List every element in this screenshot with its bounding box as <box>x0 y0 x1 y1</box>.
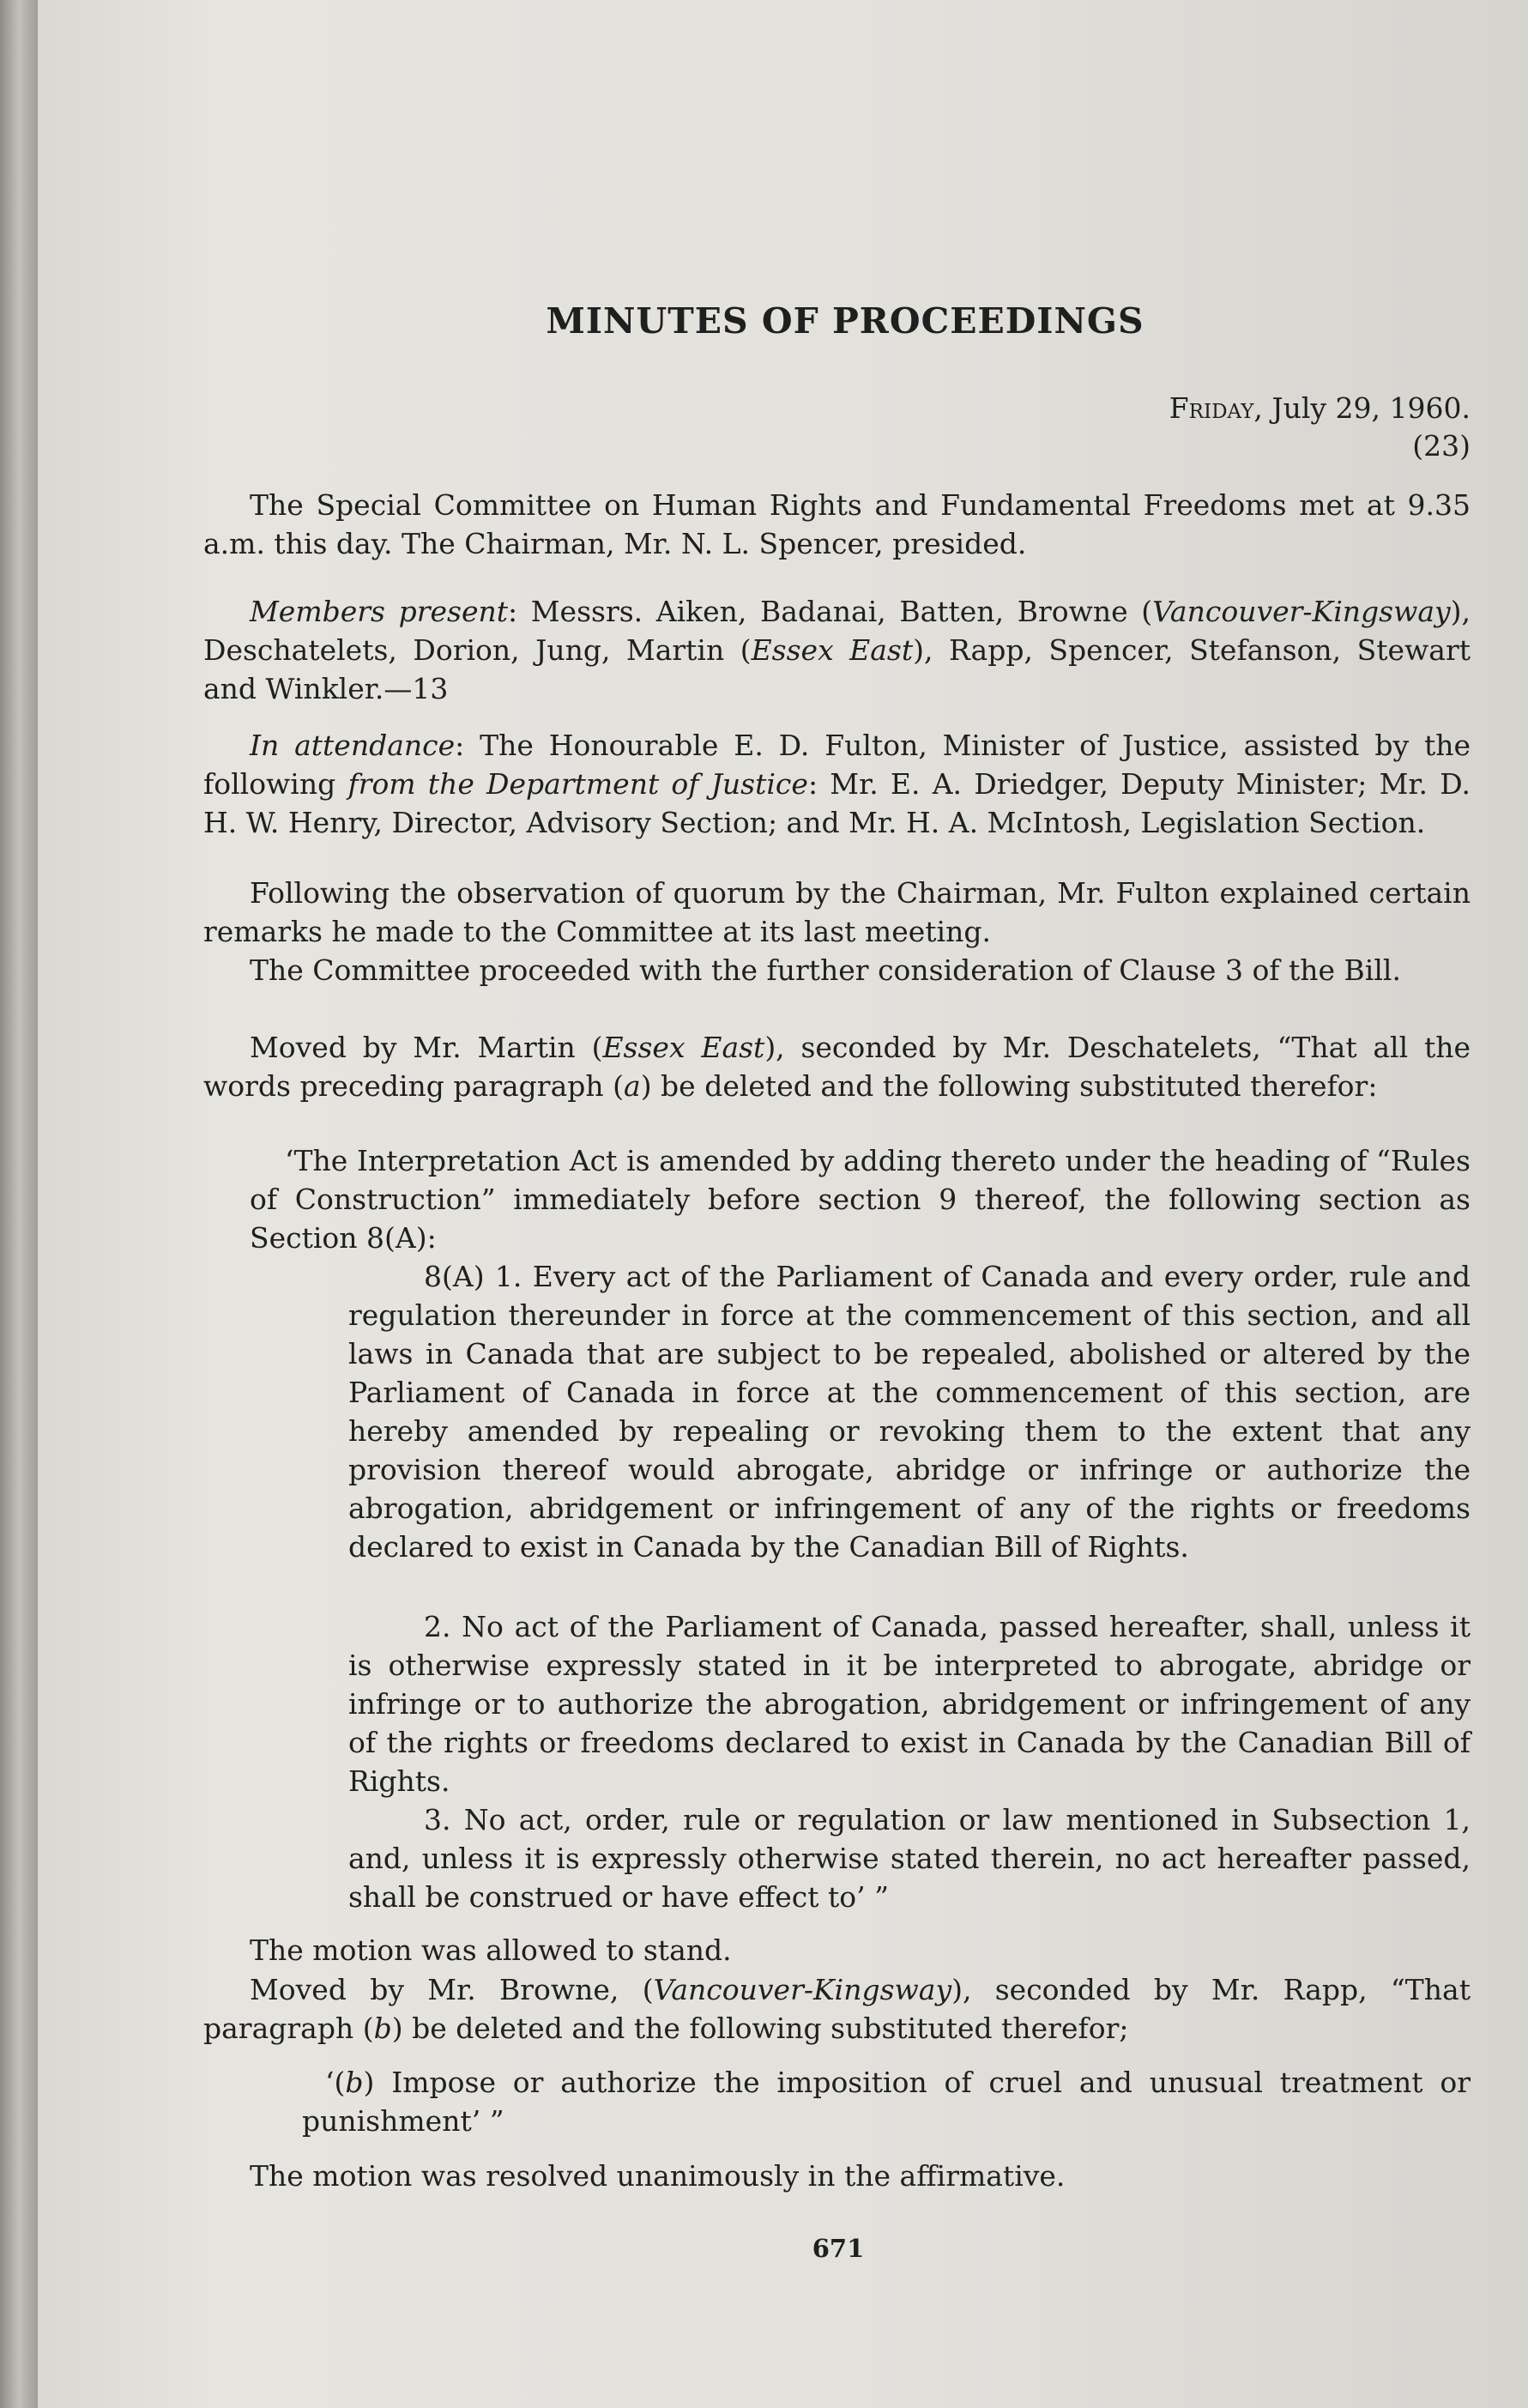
attendance-text: : The Honourable E. D. Fulton, Minister of Justice, assisted by the following <box>203 729 1471 801</box>
proceeded-paragraph: The Committee proceeded with the further consideration of Clause 3 of the Bill. <box>250 953 1401 987</box>
quote-b-letter: b <box>345 2066 364 2099</box>
quote-intro: ‘The Interpretation Act is amended by adding thereto under the heading of “Rules of Construction” immediately before section 9 thereof, the following section as Section 8(A): <box>250 1144 1471 1255</box>
members-text-3: ), Rapp, Spencer, Stefanson, Stewart and Winkler.—13 <box>203 633 1471 705</box>
attendance-text-2: : Mr. E. A. Driedger, Deputy Minister; Mr. D. H. W. Henry, Director, Advisory Section; and Mr. H. A. McIntosh, Legislation Section. <box>203 767 1471 839</box>
motion-1-text-c: ) be deleted and the following substituted therefor: <box>640 1069 1378 1103</box>
quote-b-text: ) Impose or authorize the imposition of cruel and unusual treatment or punishment’ ” <box>302 2066 1471 2138</box>
page-title: MINUTES OF PROCEEDINGS <box>546 300 1144 342</box>
attendance-paragraph <box>203 726 1471 842</box>
opening-paragraph: The Special Committee on Human Rights and Fundamental Freedoms met at 9.35 a.m. this day. The Chairman, Mr. N. L. Spencer, presided. <box>203 488 1471 560</box>
members-present-paragraph <box>203 592 1471 708</box>
meeting-date <box>1072 389 1471 427</box>
motion-2-paragraph <box>203 1970 1471 2048</box>
stand-paragraph: The motion was allowed to stand. <box>250 1933 732 1967</box>
motion-1-text-a: Moved by Mr. Martin ( <box>250 1031 603 1064</box>
members-riding-1: Vancouver-Kingsway <box>1152 595 1451 628</box>
members-label: Members present <box>250 595 509 628</box>
quote-paragraph-b <box>302 2063 1471 2140</box>
attendance-dept: from the Department of Justice <box>347 767 808 801</box>
motion-2-riding: Vancouver-Kingsway <box>653 1973 952 2006</box>
attendance-label: In attendance <box>250 729 456 762</box>
book-spine <box>0 0 38 2408</box>
meeting-date-text: July 29, 1960. <box>1271 391 1471 425</box>
motion-2-text-b: ), seconded by Mr. Rapp, “That paragraph ( <box>203 1973 1471 2045</box>
resolved-paragraph: The motion was resolved unanimously in the affirmative. <box>250 2159 1066 2193</box>
motion-2-para: b <box>373 2012 392 2045</box>
document-page <box>38 0 1528 2408</box>
quote-b-open: ‘( <box>325 2066 346 2099</box>
quote-subsection-3: 3. No act, order, rule or regulation or law mentioned in Subsection 1, and, unless it is expressly otherwise stated therein, no act hereafter passed, shall be construed or have effect to’ ” <box>348 1803 1471 1914</box>
page-number: 671 <box>812 2234 865 2263</box>
motion-1-text-b: ), seconded by Mr. Deschatelets, “That all the words preceding paragraph ( <box>203 1031 1471 1103</box>
members-text: : Messrs. Aiken, Badanai, Batten, Browne ( <box>508 595 1153 628</box>
quorum-paragraph: Following the observation of quorum by the Chairman, Mr. Fulton explained certain remarks he made to the Committee at its last meeting. <box>203 876 1471 948</box>
motion-1-paragraph <box>203 1028 1471 1105</box>
members-text-2: ), Deschatelets, Dorion, Jung, Martin ( <box>203 595 1471 667</box>
quote-subsection-1: 8(A) 1. Every act of the Parliament of Canada and every order, rule and regulation thereunder in force at the commencement of this section, and all laws in Canada that are subject to be repealed, abolished or altered by the Parliament of Canada in force at the commencement of this section, are hereby amended by repealing or revoking them to the extent that any provision thereof would abrogate, abridge or infringe or authorize the abrogation, abridgement or infringement of any of the rights or freedoms declared to exist in Canada by the Canadian Bill of Rights. <box>348 1260 1471 1564</box>
motion-2-text-c: ) be deleted and the following substituted therefor; <box>391 2012 1129 2045</box>
motion-1-para: a <box>624 1069 641 1103</box>
meeting-day: Friday, <box>1169 391 1263 425</box>
meeting-number: (23) <box>1412 429 1471 463</box>
motion-2-text-a: Moved by Mr. Browne, ( <box>250 1973 654 2006</box>
motion-1-riding: Essex East <box>602 1031 765 1064</box>
members-riding-2: Essex East <box>751 633 914 667</box>
quote-subsection-2: 2. No act of the Parliament of Canada, passed hereafter, shall, unless it is otherwise expressly stated in it be interpreted to abrogate, abridge or infringe or to authorize the abrogation, abridgement or infringement of any of the rights or freedoms declared to exist in Canada by the Canadian Bill of Rights. <box>348 1610 1471 1798</box>
